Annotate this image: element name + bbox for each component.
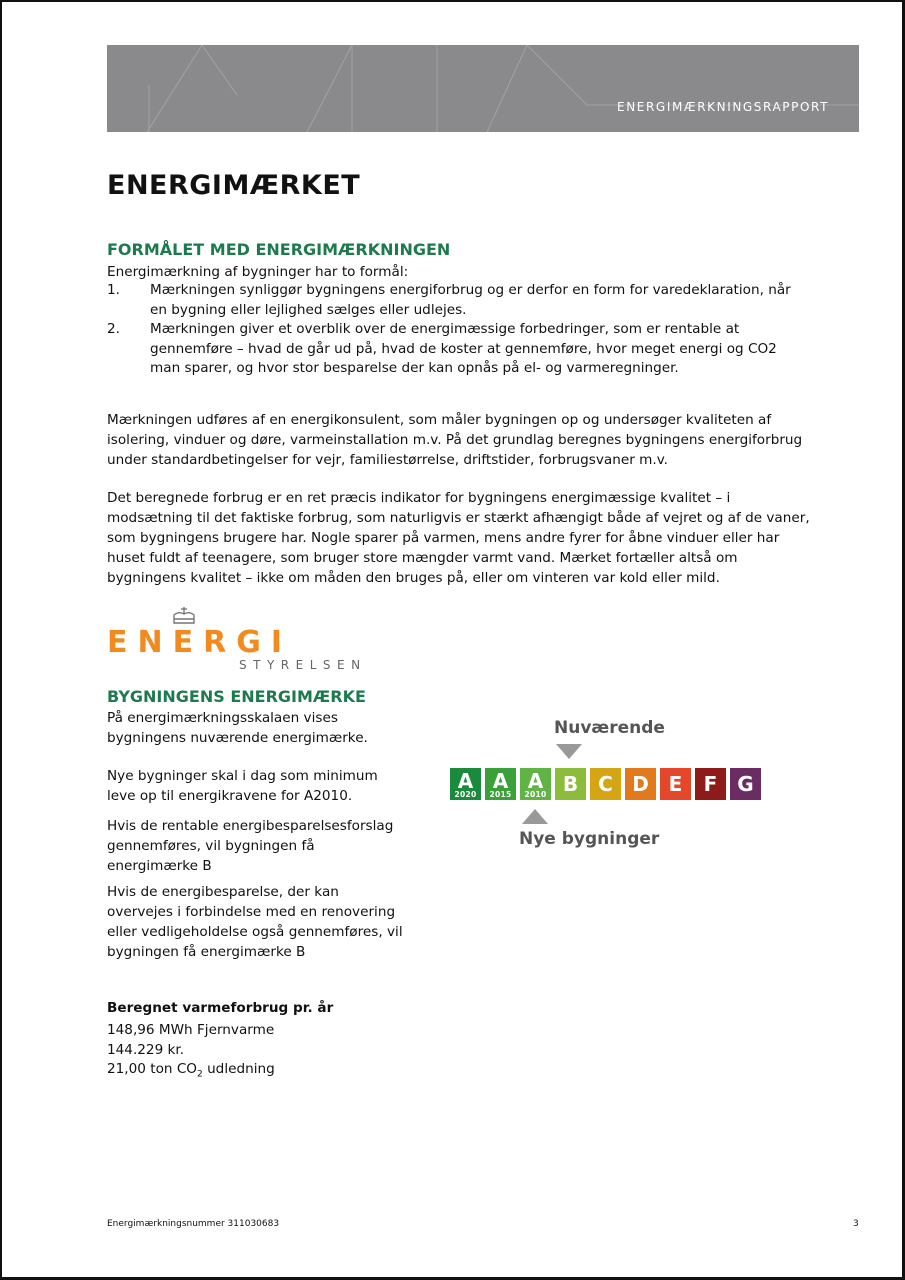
consumption-cost: 144.229 kr. bbox=[107, 1042, 185, 1058]
label-row bbox=[450, 768, 761, 800]
energy-label-g bbox=[730, 768, 761, 800]
current-indicator-icon bbox=[556, 744, 582, 759]
header-banner bbox=[107, 45, 859, 132]
co2-text: 21,00 ton CO bbox=[107, 1061, 198, 1077]
list-item-text: Mærkningen synliggør bygningens energiforbrug og er derfor en form for varedeklaration, når en bygning eller lejlighed sælges eller udlejes. bbox=[150, 282, 791, 318]
energy-label-e bbox=[660, 768, 691, 800]
calculated-consumption-paragraph: Det beregnede forbrug er en ret præcis indikator for bygningens energimæssige kvalitet – i modsætning til det faktiske forbrug, som naturligvis er stærkt afhængigt både af vejret og af de vaner, som bygningens brugere har. Nogle sparer på varmen, mens andre fyrer for åbne vinduer eller har huset fuldt af teenagere, som bruger store mængder varmt vand. Mærket fortæller altså om bygningens kvalitet – ikke om måden den bruges på, eller om vinteren var kold eller mild. bbox=[107, 490, 810, 586]
consumption-title: Beregnet varmeforbrug pr. år bbox=[107, 1000, 334, 1016]
energy-label-d bbox=[625, 768, 656, 800]
energy-label-letter: G bbox=[737, 772, 754, 796]
co2-suffix: udledning bbox=[202, 1061, 275, 1077]
building-label-text-current: På energimærkningsskalaen vises bygningens nuværende energimærke. bbox=[107, 710, 368, 746]
energy-label-letter: A bbox=[492, 769, 509, 793]
current-label-caption: Nuværende bbox=[554, 718, 665, 738]
energy-label-letter: A bbox=[457, 769, 474, 793]
new-buildings-caption: Nye bygninger bbox=[519, 829, 660, 849]
energistyrelsen-logo bbox=[107, 605, 372, 675]
page-title: ENERGIMÆRKET bbox=[107, 170, 361, 201]
energy-label-a2020 bbox=[450, 768, 481, 800]
logo-wordmark: ENERGI bbox=[107, 625, 292, 660]
co2-subscript: 2 bbox=[197, 1069, 203, 1080]
list-item-number: 2. bbox=[107, 321, 120, 337]
energy-label-year: 2020 bbox=[454, 790, 477, 799]
energy-label-letter: C bbox=[598, 772, 613, 796]
energy-label-f bbox=[695, 768, 726, 800]
list-item bbox=[107, 320, 797, 379]
report-type-label: ENERGIMÆRKNINGSRAPPORT bbox=[617, 100, 829, 114]
energy-label-letter: F bbox=[703, 772, 718, 796]
consumption-energy: 148,96 MWh Fjernvarme bbox=[107, 1022, 275, 1038]
energy-label-a2015 bbox=[485, 768, 516, 800]
building-label-heading: BYGNINGENS ENERGIMÆRKE bbox=[107, 687, 366, 706]
new-building-indicator-icon bbox=[522, 809, 548, 824]
consumption-co2 bbox=[107, 1059, 275, 1085]
list-item-text: Mærkningen giver et overblik over de energimæssige forbedringer, som er rentable at gennemføre – hvad de går ud på, hvad de koster at gennemføre, hvor meget energi og CO2 man sparer, og hvor stor besparelse der kan opnås på el- og varmeregninger. bbox=[150, 321, 777, 376]
logo-subtitle: STYRELSEN bbox=[239, 658, 367, 672]
energy-label-letter: B bbox=[562, 772, 579, 796]
energy-label-year: 2015 bbox=[489, 790, 512, 799]
banner-pattern bbox=[107, 45, 859, 132]
list-item bbox=[107, 281, 797, 320]
energy-label-letter: E bbox=[668, 772, 683, 796]
purpose-intro: Energimærkning af bygninger har to formål: bbox=[107, 264, 409, 280]
list-item-number: 1. bbox=[107, 282, 120, 298]
energy-label-c bbox=[590, 768, 621, 800]
energy-label-letter: D bbox=[632, 772, 649, 796]
label-number: Energimærkningsnummer 311030683 bbox=[107, 1219, 280, 1229]
energy-label-letter: A bbox=[527, 769, 544, 793]
crown-icon bbox=[171, 605, 197, 627]
page-number: 3 bbox=[853, 1219, 859, 1229]
building-label-text-renovation: Hvis de energibesparelse, der kan overvejes i forbindelse med en renovering eller vedligeholdelse også gennemføres, vil bygningen få energimærke B bbox=[107, 884, 403, 960]
energy-label-scale bbox=[450, 715, 770, 855]
building-label-text-rentable: Hvis de rentable energibesparelsesforslag gennemføres, vil bygningen få energimærke B bbox=[107, 818, 394, 874]
energy-label-a2010 bbox=[520, 768, 551, 800]
building-label-text-new-buildings: Nye bygninger skal i dag som minimum leve op til energikravene for A2010. bbox=[107, 768, 378, 804]
purpose-list bbox=[107, 281, 797, 379]
energy-label-b bbox=[555, 768, 586, 800]
purpose-heading: FORMÅLET MED ENERGIMÆRKNINGEN bbox=[107, 240, 451, 259]
consultant-paragraph: Mærkningen udføres af en energikonsulent, som måler bygningen op og undersøger kvaliteten af isolering, vinduer og døre, varmeinstallation m.v. På det grundlag beregnes bygningens energiforbrug under standardbetingelser for vejr, familiestørrelse, driftstider, forbrugsvaner m.v. bbox=[107, 412, 803, 468]
energy-label-year: 2010 bbox=[524, 790, 547, 799]
